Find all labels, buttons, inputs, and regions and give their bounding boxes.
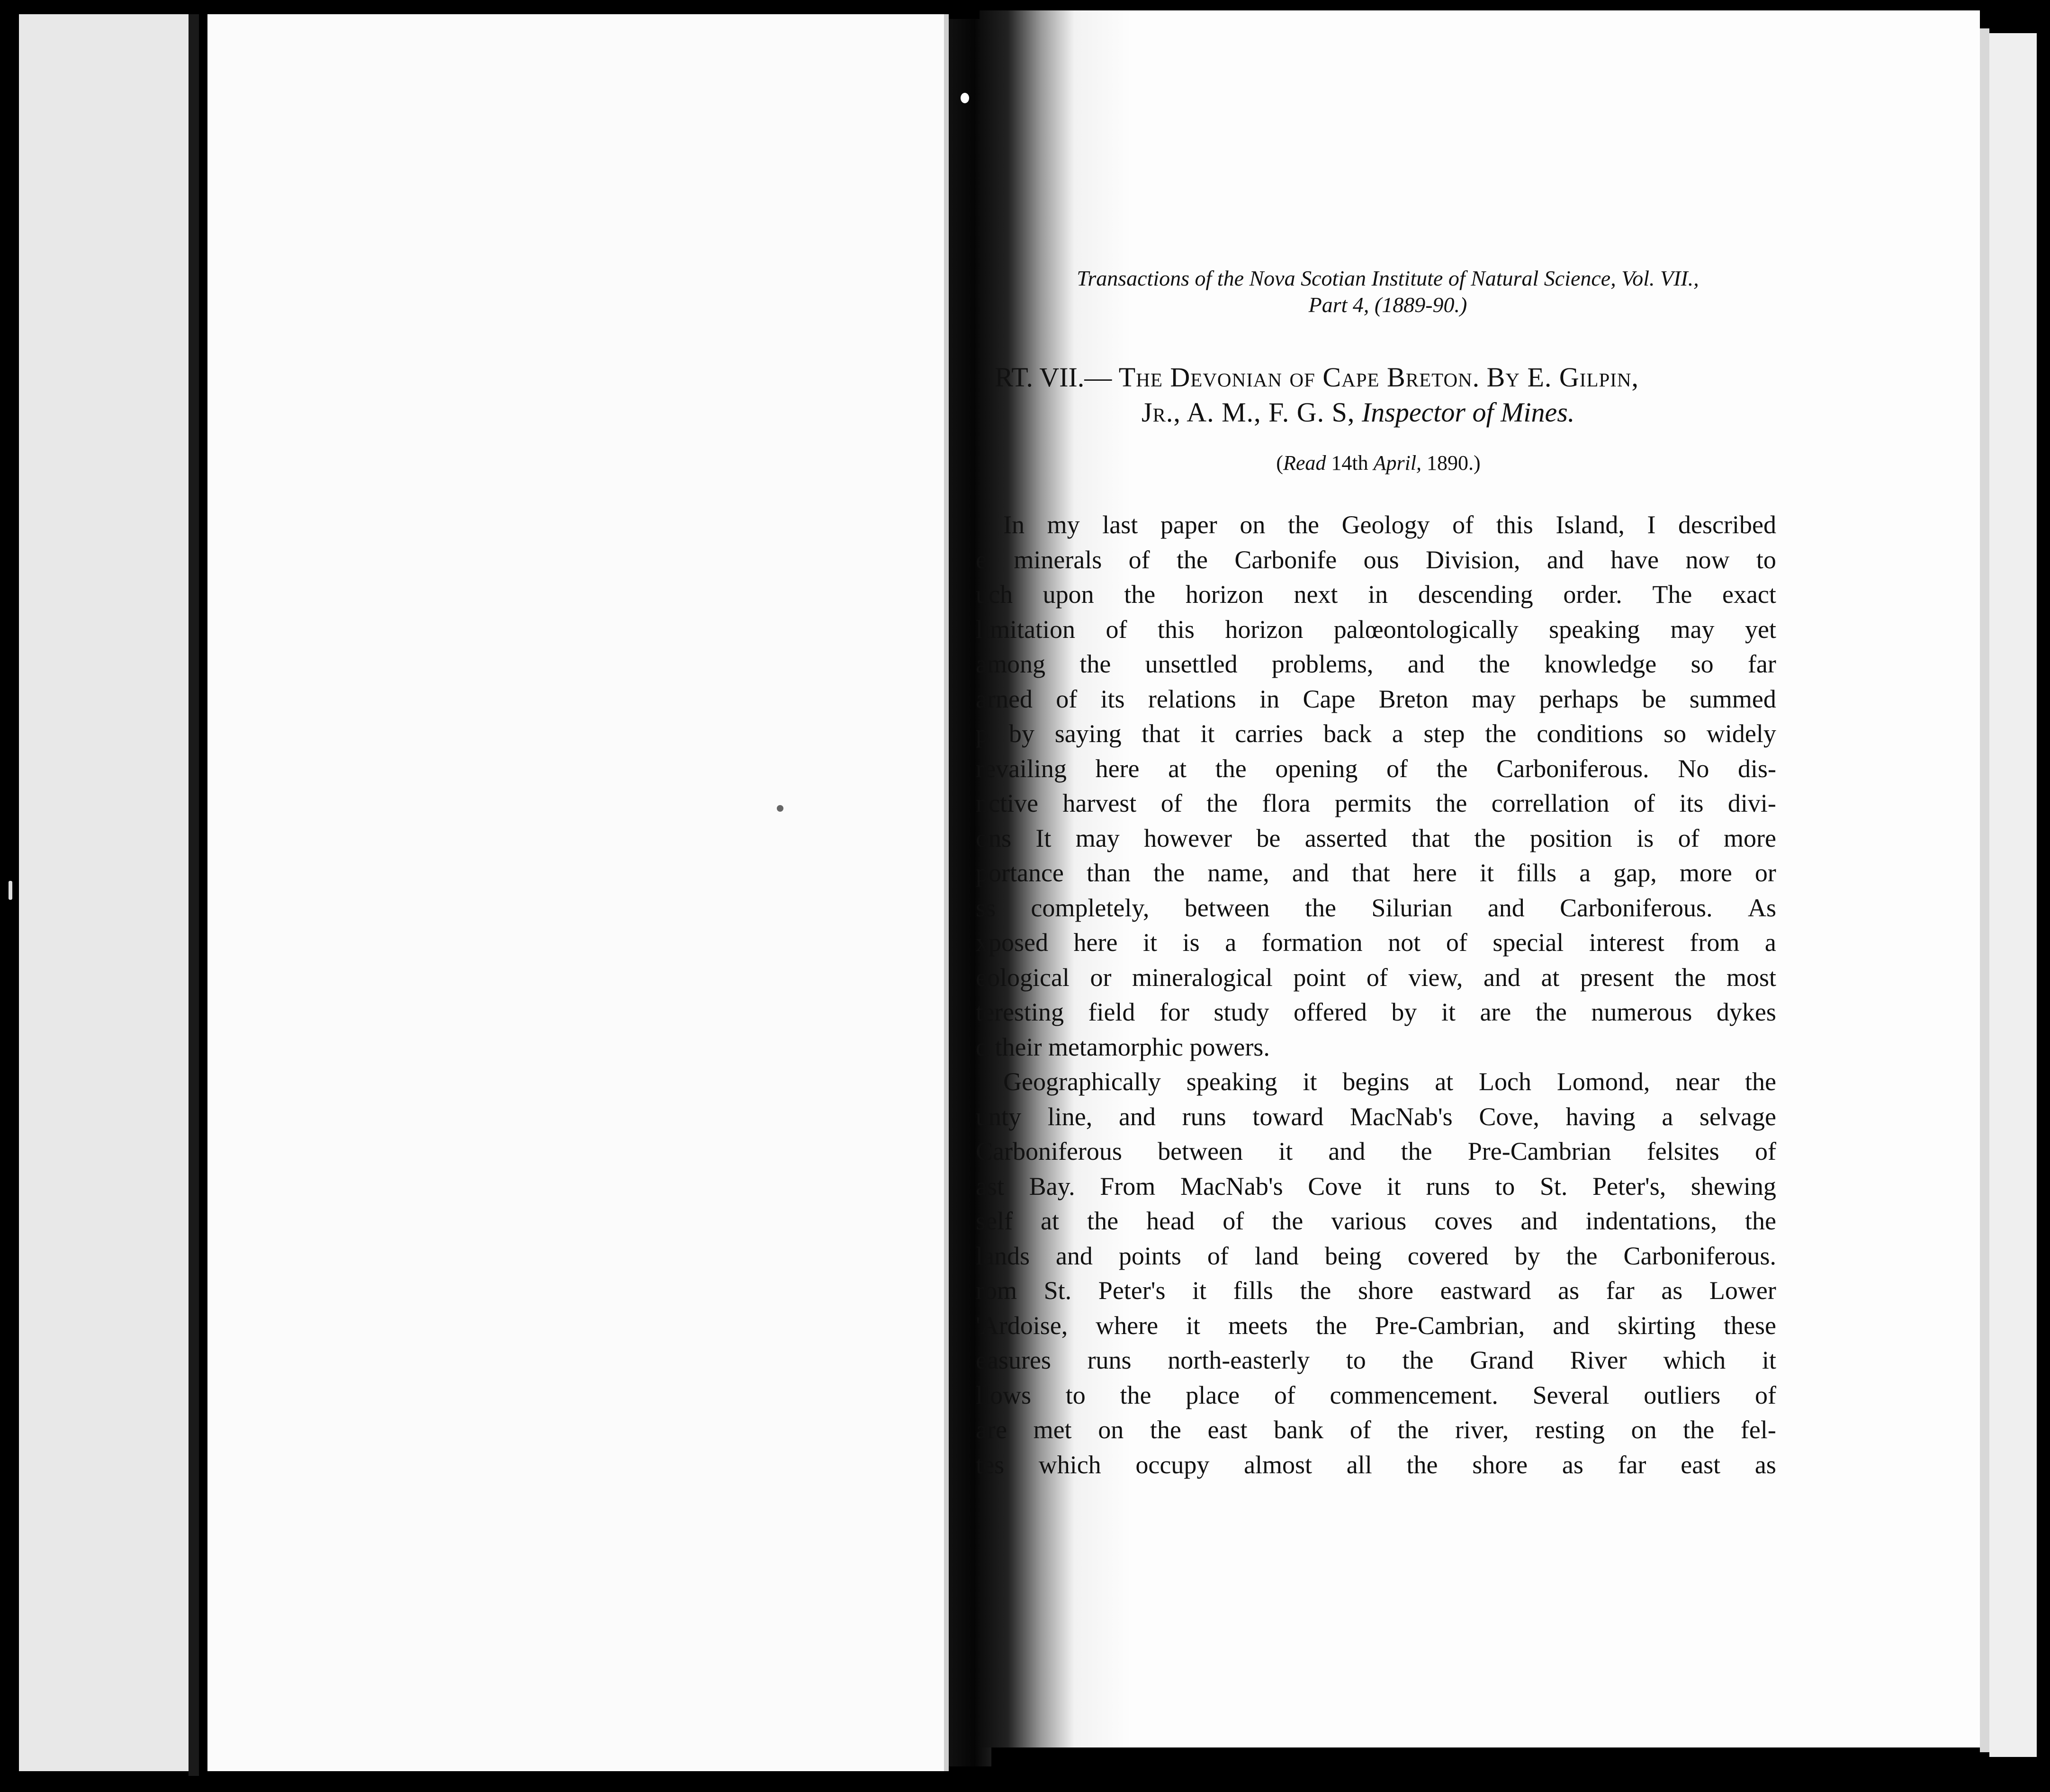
body-line: are met on the east bank of the river, resting on the fel- (976, 1416, 1776, 1444)
scan-speck (9, 881, 12, 900)
body-line: llows to the place of commencement. Several outliers of (976, 1380, 1776, 1409)
body-line: p by saying that it carries back a step the conditions so widely (976, 719, 1776, 748)
journal-title-line: Transactions of the Nova Scotian Institute of Natural Science, Vol. VII., (1077, 266, 1699, 290)
left-page-edge (944, 14, 949, 1771)
body-line: Geographically speaking it begins at Loch Lomond, near the (1003, 1067, 1776, 1096)
scan-speck (961, 93, 969, 103)
body-line: eological or mineralogical point of view, and at present the most (976, 963, 1776, 992)
read-month: April, (1373, 451, 1422, 475)
body-line: Carboniferous between it and the Pre-Cambrian felsites of (976, 1137, 1776, 1165)
body-line: portance than the name, and that here it fills a gap, more or (976, 859, 1776, 887)
left-outer-page-strip (19, 14, 194, 1771)
read-open: ( (1276, 451, 1283, 475)
body-line: d their metamorphic powers. (976, 1032, 1270, 1061)
read-word: Read (1283, 451, 1326, 475)
article-body (976, 508, 1776, 1482)
body-line: tes which occupy almost all the shore as far east as (976, 1450, 1776, 1479)
body-line: arned of its relations in Cape Breton may perhaps be summed (976, 684, 1776, 713)
body-line: ons It may however be asserted that the position is of more (976, 824, 1776, 852)
read-date-note (995, 451, 1762, 475)
read-year: 1890.) (1421, 451, 1481, 475)
body-line: rom St. Peter's it fills the shore eastward as far as Lower (976, 1276, 1776, 1305)
body-line: lands and points of land being covered by the Carboniferous. (976, 1241, 1776, 1270)
body-line: self at the head of the various coves and indentations, the (976, 1207, 1776, 1235)
article-byline: By E. Gilpin, (1486, 362, 1639, 393)
body-line: unty line, and runs toward MacNab's Cove, having a selvage (976, 1102, 1776, 1131)
body-line: 'Ardoise, where it meets the Pre-Cambrian, and skirting these (976, 1311, 1776, 1340)
article-heading (976, 360, 1781, 430)
body-line: easures runs north-easterly to the Grand River which it (976, 1346, 1776, 1374)
body-line: xposed here it is a formation not of special interest from a (976, 928, 1776, 957)
right-outer-page-strip (1989, 33, 2037, 1757)
journal-header (995, 265, 1781, 318)
left-gutter-line (189, 14, 199, 1776)
article-title: The Devonian of Cape Breton. (1118, 362, 1480, 393)
scan-speck (777, 805, 783, 812)
body-line: revailing here at the opening of the Carboniferous. No dis- (976, 754, 1776, 783)
body-line: among the unsettled problems, and the knowledge so far (976, 650, 1776, 678)
body-line: ss completely, between the Silurian and Carboniferous. As (976, 893, 1776, 922)
body-line: teresting field for study offered by it are the numerous dykes (976, 998, 1776, 1026)
read-day: 14th (1326, 451, 1374, 475)
author-role: Inspector of Mines. (1361, 397, 1575, 428)
article-byline-cont: Jr., A. M., F. G. S, (1142, 397, 1355, 428)
journal-part-line: Part 4, (1889-90.) (1308, 293, 1467, 317)
body-line: nctive harvest of the flora permits the correllation of its divi- (976, 789, 1776, 817)
body-line: ast Bay. From MacNab's Cove it runs to St. Peter's, shewing (976, 1172, 1776, 1201)
body-line: uch upon the horizon next in descending order. The exact (976, 580, 1776, 609)
right-page-edge (1980, 28, 1989, 1752)
body-line: e minerals of the Carbonife ous Division, and have now to (976, 545, 1776, 574)
blank-left-page (207, 14, 944, 1771)
body-line: limitation of this horizon palœontologically speaking may yet (976, 615, 1776, 644)
body-line: In my last paper on the Geology of this Island, I described (1003, 511, 1776, 539)
article-number: RT. VII.— (995, 362, 1112, 393)
